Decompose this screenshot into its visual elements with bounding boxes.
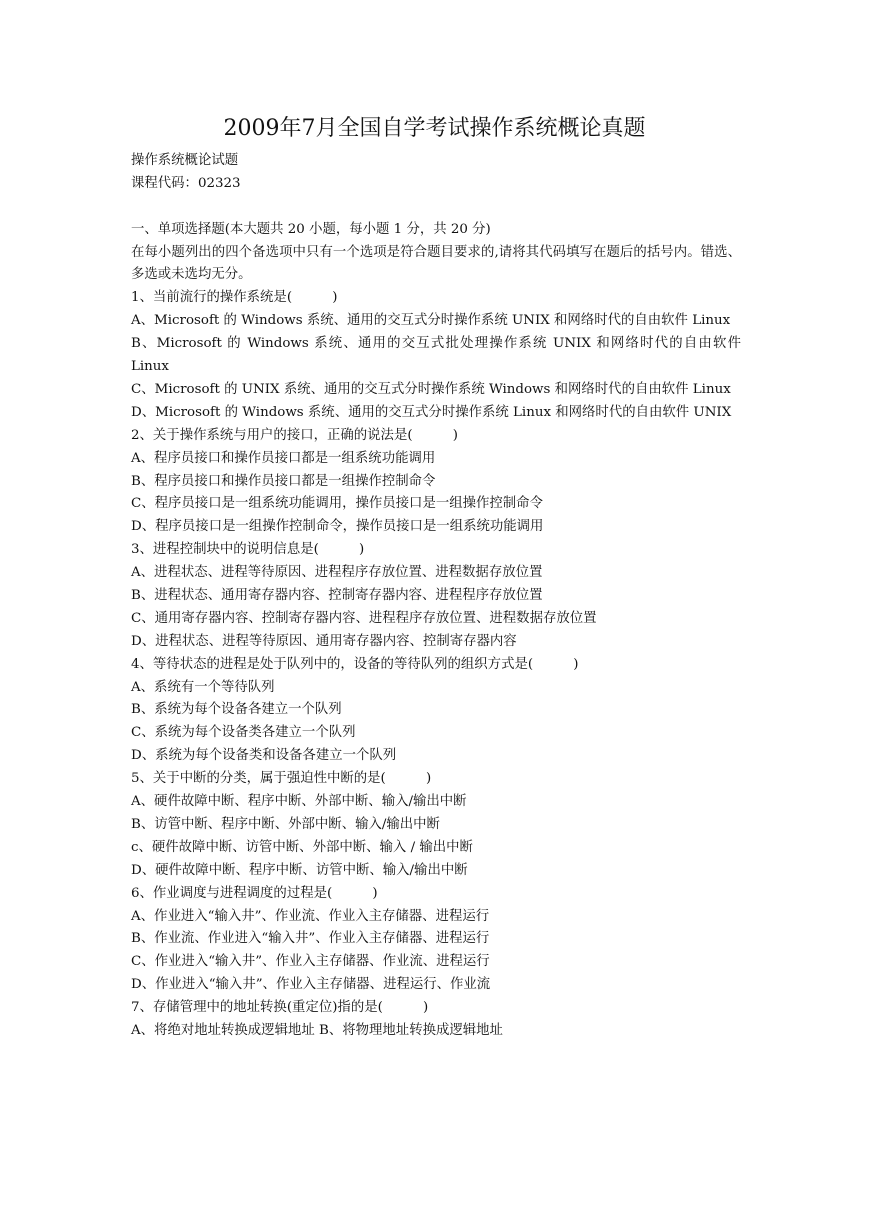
question-option: D、程序员接口是一组操作控制命令，操作员接口是一组系统功能调用 [131, 519, 544, 535]
question-option: B、访管中断、程序中断、外部中断、输入/输出中断 [131, 816, 440, 832]
question-option: A、将绝对地址转换成逻辑地址 B、将物理地址转换成逻辑地址 [131, 1022, 503, 1038]
question-stem: 6、作业调度与进程调度的过程是( ) [131, 885, 378, 901]
question-option: C、通用寄存器内容、控制寄存器内容、进程程序存放位置、进程数据存放位置 [131, 610, 597, 626]
exam-subtitle: 操作系统概论试题 [131, 153, 239, 168]
question-option: A、Microsoft 的 Windows 系统、通用的交互式分时操作系统 UNIX 和网络时代的自由软件 Linux [131, 313, 731, 329]
document-body [131, 150, 741, 1043]
question-option: D、作业进入“输入井”、作业入主存储器、进程运行、作业流 [131, 977, 491, 993]
question-stem: 3、进程控制块中的说明信息是( ) [131, 542, 365, 558]
question-stem: 1、当前流行的操作系统是( ) [131, 290, 338, 306]
question [131, 539, 741, 653]
question-option: C、程序员接口是一组系统功能调用，操作员接口是一组操作控制命令 [131, 496, 543, 512]
question-option: A、进程状态、进程等待原因、进程程序存放位置、进程数据存放位置 [131, 565, 543, 581]
question-option: D、硬件故障中断、程序中断、访管中断、输入/输出中断 [131, 862, 468, 878]
question-stem: 7、存储管理中的地址转换(重定位)指的是( ) [131, 1000, 429, 1016]
question [131, 654, 741, 768]
question-option: B、进程状态、通用寄存器内容、控制寄存器内容、进程程序存放位置 [131, 588, 543, 604]
question-option: B、作业流、作业进入“输入井”、作业入主存储器、进程运行 [131, 931, 490, 947]
question-stem: 5、关于中断的分类，属于强迫性中断的是( ) [131, 771, 432, 787]
question [131, 883, 741, 997]
question-stem: 2、关于操作系统与用户的接口，正确的说法是( ) [131, 427, 458, 443]
question-option: B、程序员接口和操作员接口都是一组操作控制命令 [131, 473, 436, 489]
question-option: C、系统为每个设备类各建立一个队列 [131, 725, 356, 741]
question-option: D、进程状态、进程等待原因、通用寄存器内容、控制寄存器内容 [131, 633, 517, 649]
question-option: D、Microsoft 的 Windows 系统、通用的交互式分时操作系统 Linux 和网络时代的自由软件 UNIX [131, 404, 732, 420]
question [131, 287, 741, 424]
blank-line [131, 196, 741, 219]
section-heading: 一、单项选择题(本大题共 20 小题，每小题 1 分，共 20 分) [131, 221, 491, 237]
question-option: c、硬件故障中断、访管中断、外部中断、输入 / 输出中断 [131, 839, 473, 855]
document-title: 2009年7月全国自学考试操作系统概论真题 [223, 116, 646, 141]
question-option: B、系统为每个设备各建立一个队列 [131, 702, 342, 718]
question [131, 997, 741, 1043]
question-option: A、程序员接口和操作员接口都是一组系统功能调用 [131, 450, 436, 466]
question [131, 425, 741, 539]
question-option: A、作业进入“输入井”、作业流、作业入主存储器、进程运行 [131, 908, 490, 924]
question-option: C、作业进入“输入井”、作业入主存储器、作业流、进程运行 [131, 954, 490, 970]
course-code: 课程代码：02323 [131, 175, 241, 191]
question-option: C、Microsoft 的 UNIX 系统、通用的交互式分时操作系统 Windows 和网络时代的自由软件 Linux [131, 381, 731, 397]
question-option: D、系统为每个设备类和设备各建立一个队列 [131, 748, 397, 764]
section-instructions: 在每小题列出的四个备选项中只有一个选项是符合题目要求的,请将其代码填写在题后的括号内。错选、多选或未选均无分。 [131, 244, 741, 283]
question [131, 768, 741, 882]
question-option: B、Microsoft 的 Windows 系统、通用的交互式批处理操作系统 UNIX 和网络时代的自由软件 Linux [131, 336, 741, 375]
question-stem: 4、等待状态的进程是处于队列中的，设备的等待队列的组织方式是( ) [131, 656, 579, 672]
question-option: A、硬件故障中断、程序中断、外部中断、输入/输出中断 [131, 794, 467, 810]
question-option: A、系统有一个等待队列 [131, 679, 275, 695]
